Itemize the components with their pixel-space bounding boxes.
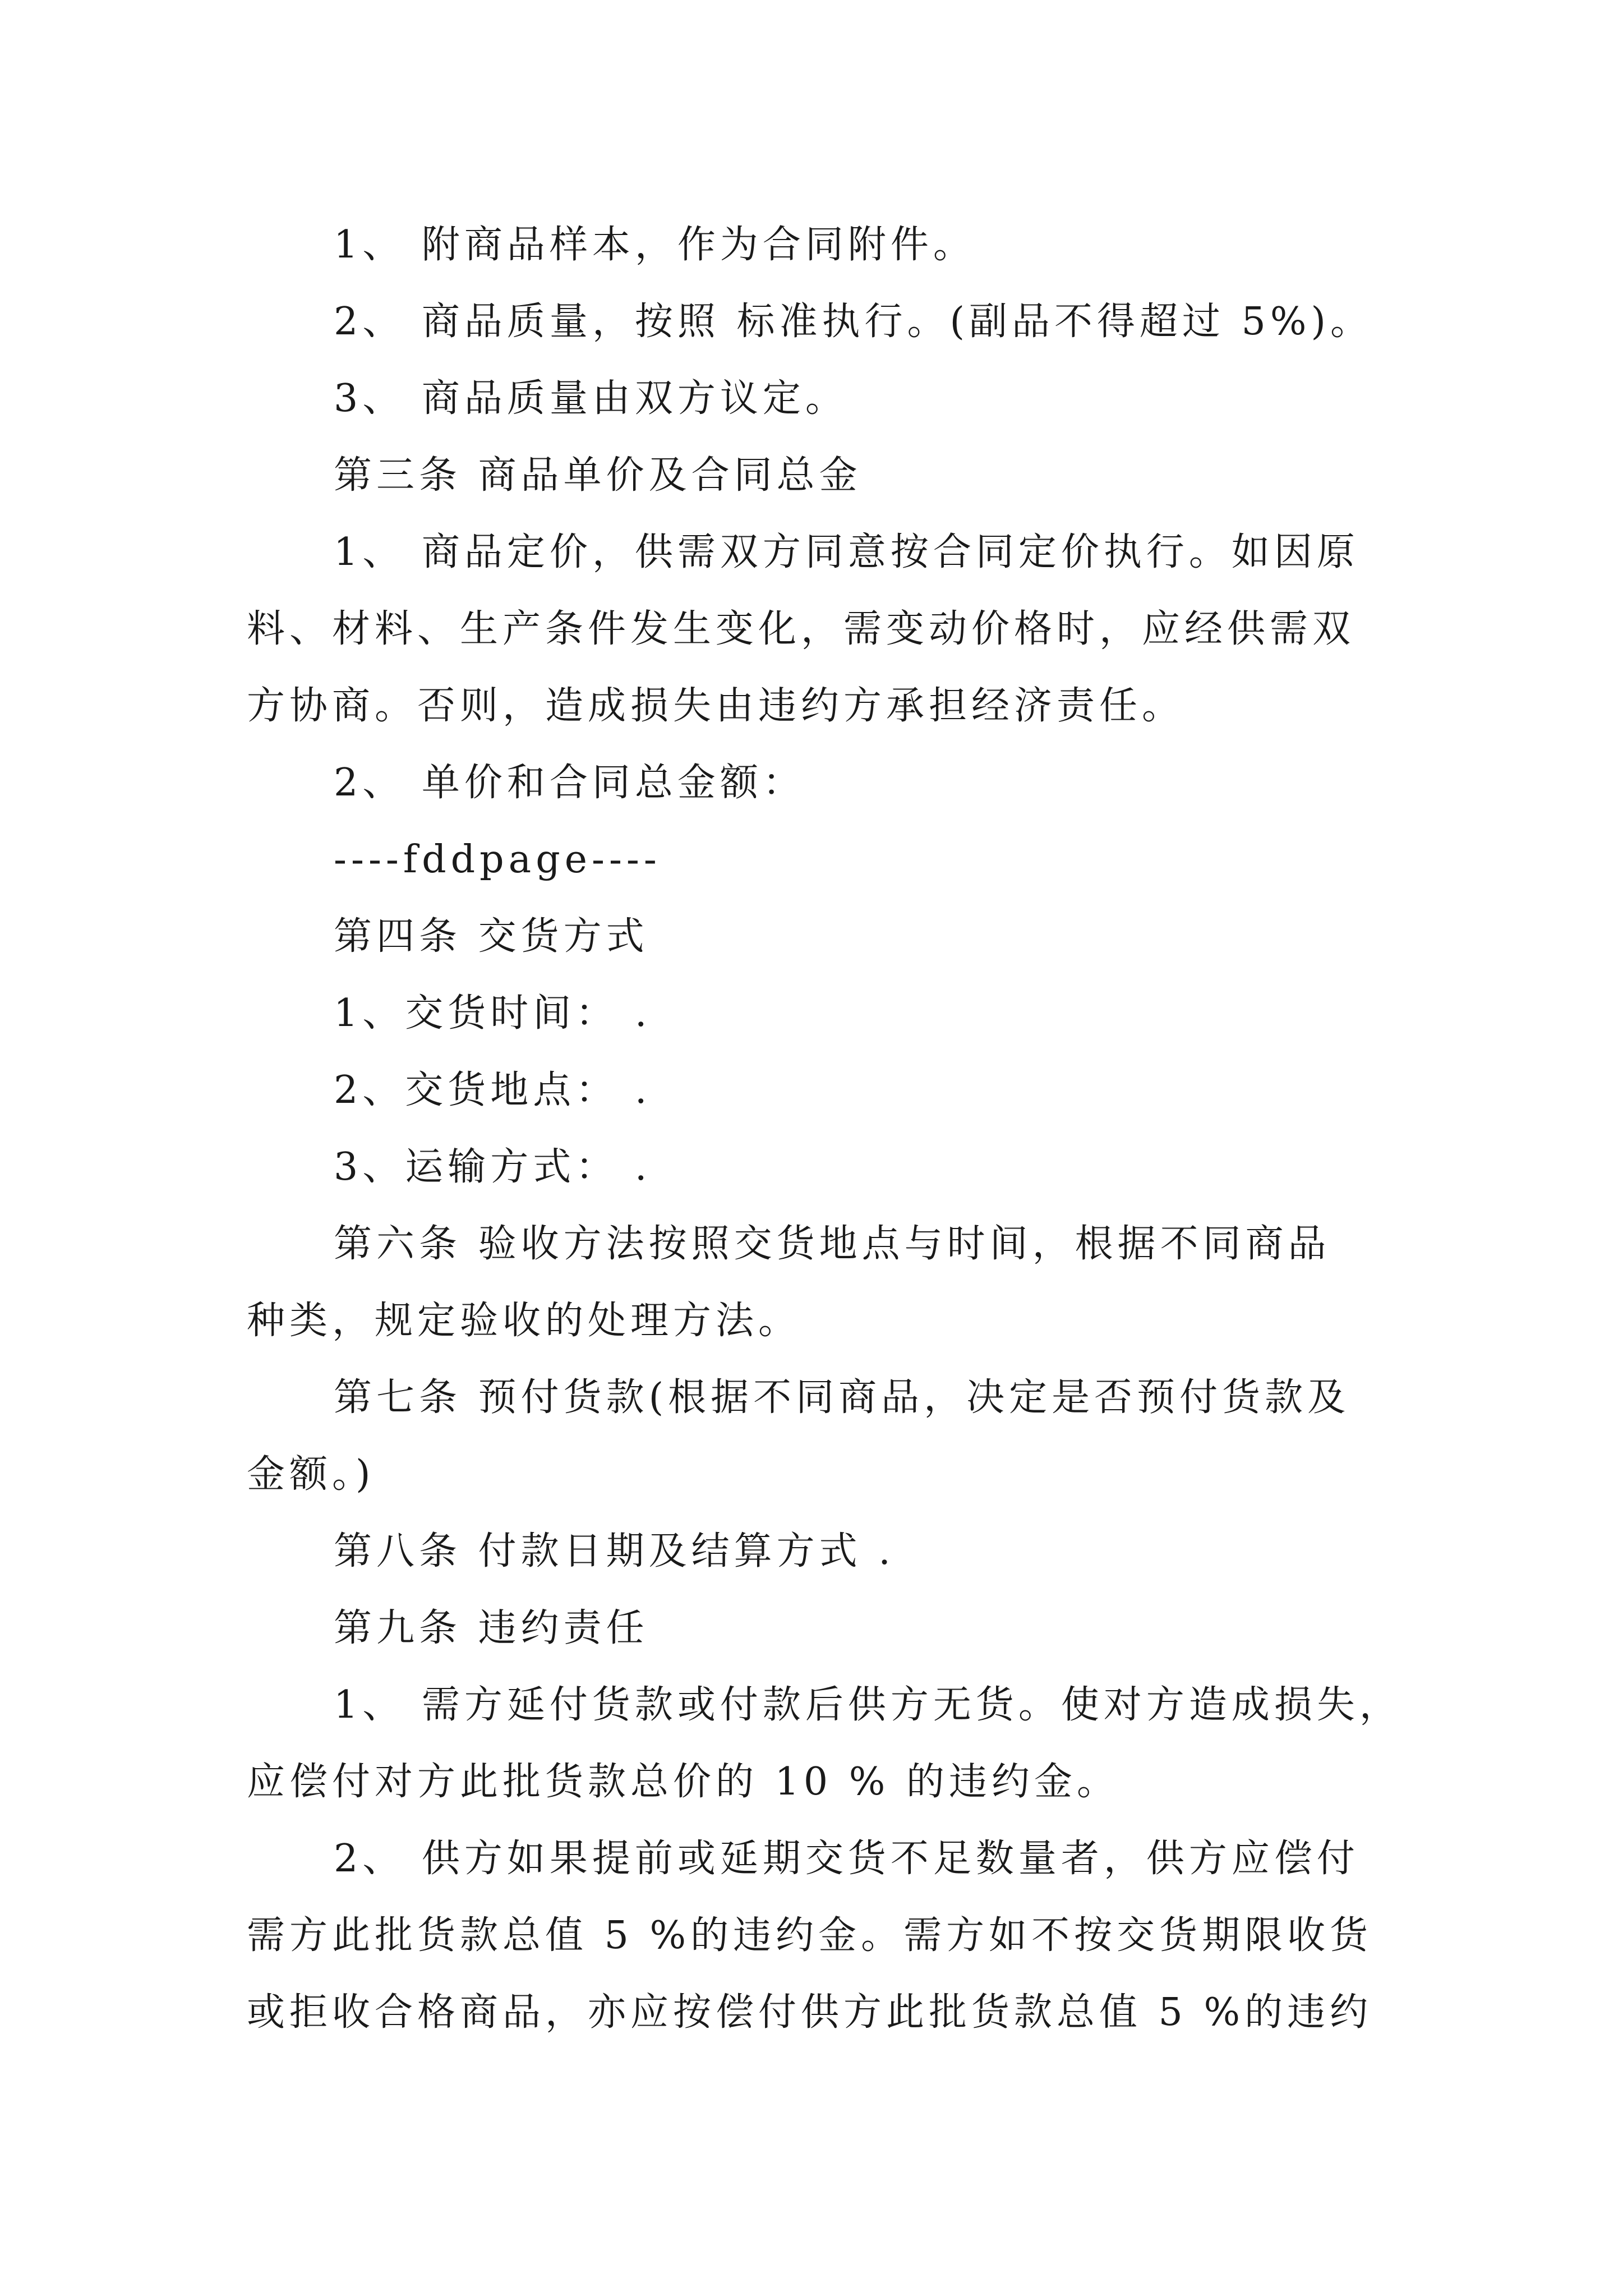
paragraph-line: 料、材料、生产条件发生变化，需变动价格时，应经供需双 <box>247 607 1355 651</box>
paragraph-line: 需方此批货款总值 5 %的违约金。需方如不按交货期限收货 <box>247 1913 1373 1958</box>
section-heading: 第三条 商品单价及合同总金 <box>334 453 862 498</box>
paragraph-line: 2、 供方如果提前或延期交货不足数量者，供方应偿付 <box>334 1837 1359 1881</box>
paragraph-line: 方协商。否则，造成损失由违约方承担经济责任。 <box>247 684 1185 728</box>
section-heading: 第七条 预付货款(根据不同商品，决定是否预付货款及 <box>334 1375 1350 1420</box>
section-heading: 第六条 验收方法按照交货地点与时间，根据不同商品 <box>334 1222 1331 1266</box>
document-body <box>247 206 1402 2051</box>
paragraph-line: 3、运输方式： . <box>334 1145 652 1189</box>
paragraph-line: 1、交货时间： . <box>334 991 652 1036</box>
section-heading: 第八条 付款日期及结算方式 . <box>334 1529 895 1573</box>
paragraph-line: 2、交货地点： . <box>334 1068 652 1112</box>
paragraph-line: 3、 商品质量由双方议定。 <box>334 376 848 421</box>
paragraph-line: 2、 商品质量，按照 标准执行。(副品不得超过 5%)。 <box>334 300 1373 344</box>
paragraph-line: 2、 单价和合同总金额： <box>334 761 805 805</box>
section-heading: 第四条 交货方式 <box>334 914 649 959</box>
page-break-marker: ----fddpage---- <box>334 838 661 882</box>
paragraph-line: 种类，规定验收的处理方法。 <box>247 1299 801 1343</box>
paragraph-line: 或拒收合格商品，亦应按偿付供方此批货款总值 5 %的违约 <box>247 1990 1373 2035</box>
paragraph-line: 1、 商品定价，供需双方同意按合同定价执行。如因原 <box>334 530 1359 574</box>
paragraph-line: 应偿付对方此批货款总价的 10 % 的违约金。 <box>247 1760 1119 1804</box>
section-heading: 第九条 违约责任 <box>334 1606 649 1650</box>
paragraph-line: 1、 需方延付货款或付款后供方无货。使对方造成损失， <box>334 1683 1402 1727</box>
paragraph-line: 1、 附商品样本，作为合同附件。 <box>334 223 976 267</box>
paragraph-line: 金额。) <box>247 1452 375 1497</box>
